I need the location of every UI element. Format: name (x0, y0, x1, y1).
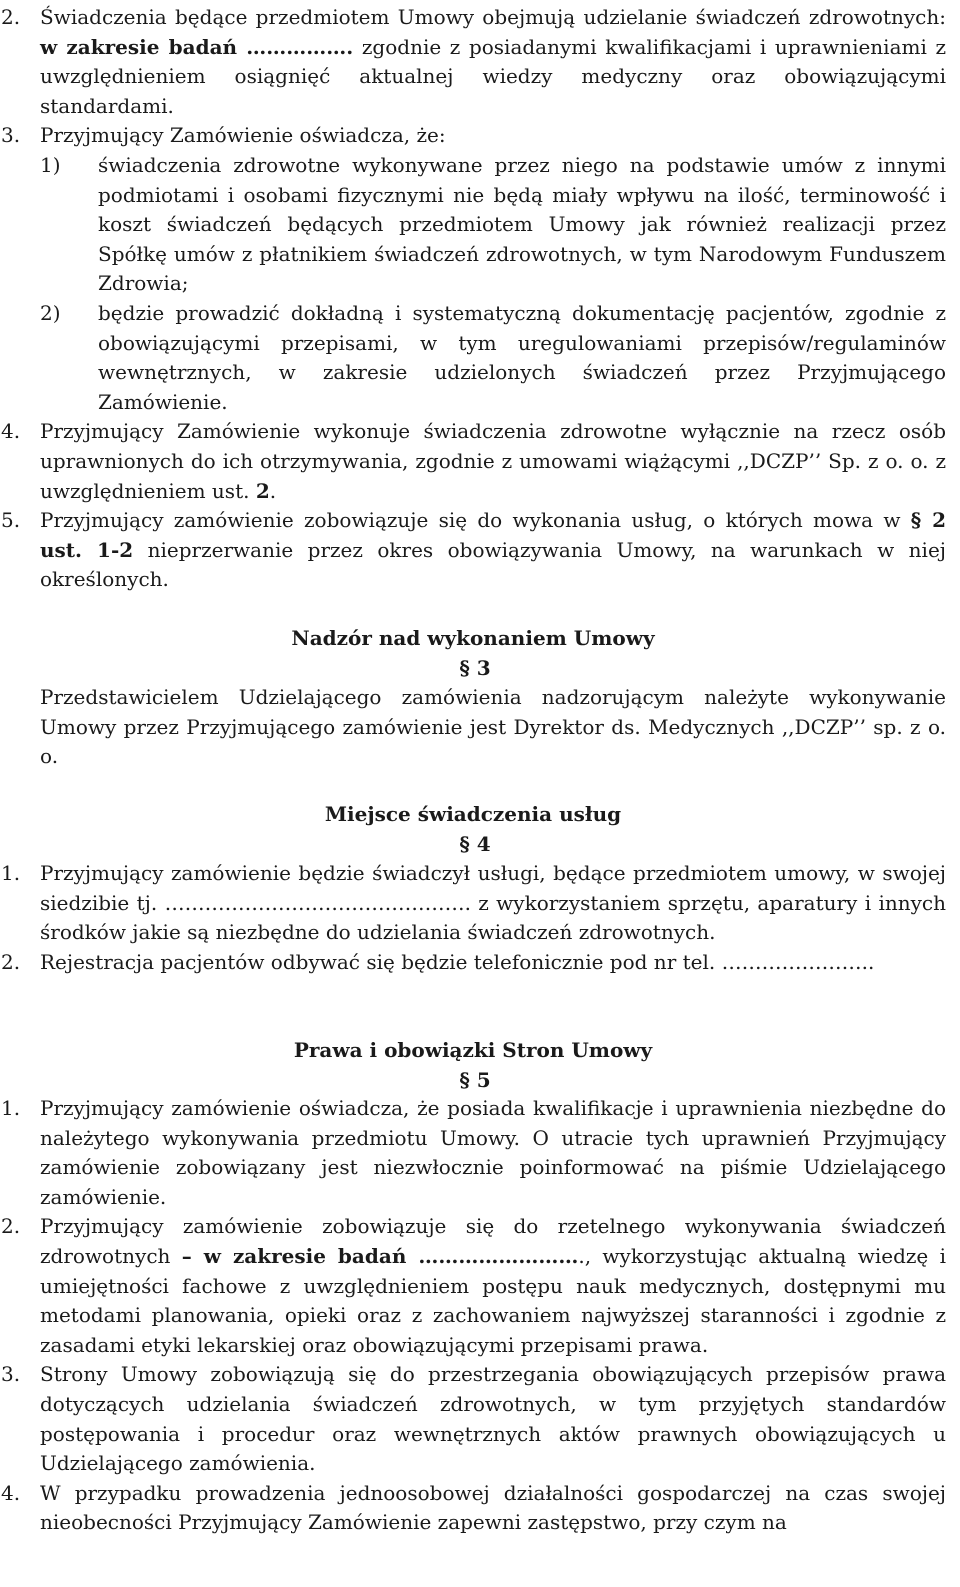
item-text: Przyjmujący Zamówienie oświadcza, że: (40, 123, 446, 148)
sub-item-text: świadczenia zdrowotne wykonywane przez niego na podstawie umów z innymi podmiotami i osobami fizycznymi nie będą miały wpływu na ilość, terminowość i koszt świadczeń będących przedmiotem Umowy jak również realizacji przez Spółkę umów z płatnikiem świadczeń zdrowotnych, w tym Narodowym Funduszem Zdrowia; (98, 152, 946, 296)
section-5-list (0, 1094, 946, 1538)
list-item (0, 948, 946, 978)
bold-scope: w zakresie badań ……………. (40, 34, 354, 59)
sub-list-item (0, 299, 946, 417)
item-number: 1. (1, 861, 21, 885)
section-symbol: § 3 (459, 655, 491, 680)
list-item (0, 3, 946, 121)
section-title: Prawa i obowiązki Stron Umowy (293, 1038, 653, 1062)
list-item (0, 859, 946, 948)
sub-item-number: 1) (40, 152, 61, 177)
list-item (0, 121, 946, 151)
list-item (0, 417, 946, 506)
section-title: Nadzór nad wykonaniem Umowy (291, 626, 655, 650)
section-4-list (0, 859, 946, 977)
item-number: 3. (1, 123, 21, 148)
item-text: Przyjmujący Zamówienie wykonuje świadczenia zdrowotne wyłącznie na rzecz osób uprawnionych do ich otrzymywania, zgodnie z umowami wiążącymi ,,DCZP’’ Sp. z o. o. z uwzględnieniem ust. 2. (40, 419, 946, 503)
list-item (0, 506, 946, 595)
item-text: Przyjmujący zamówienie oświadcza, że posiada kwalifikacje i uprawnienia niezbędne do należytego wykonywania przedmiotu Umowy. O utracie tych uprawnień Przyjmujący zamówienie zobowiązany jest niezwłocznie poinformować na piśmie Udzielającego zamówienie. (40, 1096, 946, 1209)
item-number: 4. (1, 419, 21, 444)
section-3-heading (0, 624, 946, 683)
item-text: Przyjmujący zamówienie zobowiązuje się do wykonania usług, o których mowa w § 2 ust. 1-2 nieprzerwanie przez okres obowiązywania Umowy, na warunkach w niej określonych. (40, 508, 946, 592)
item-number: 2. (1, 5, 21, 29)
section-title: Miejsce świadczenia usług (324, 802, 622, 826)
item-text: Przyjmujący zamówienie będzie świadczył usługi, będące przedmiotem umowy, w swojej siedzibie tj. ………………………………………. z wykorzystaniem sprzętu, aparatury i innych środków jakie są niezbędne do udzielania świadczeń zdrowotnych. (40, 861, 946, 945)
sub-list-item (0, 151, 946, 299)
sub-item-number: 2) (40, 300, 61, 325)
item-number: 2. (1, 1214, 21, 1239)
section-4-heading (0, 800, 946, 859)
item-number: 5. (1, 508, 21, 533)
list-item (0, 1212, 946, 1360)
item-text: Świadczenia będące przedmiotem Umowy obejmują udzielanie świadczeń zdrowotnych: w zakresie badań ……………. zgodnie z posiadanymi kwalifikacjami i uprawnieniami z uwzględnieniem osiągnięć aktualnej wiedzy medyczny oraz obowiązującymi standardami. (40, 5, 947, 118)
item-text: W przypadku prowadzenia jednoosobowej działalności gospodarczej na czas swojej nieobecności Przyjmujący Zamówienie zapewni zastępstwo, przy czym na (40, 1480, 946, 1535)
item-text: Strony Umowy zobowiązują się do przestrzegania obowiązujących przepisów prawa dotyczących udzielania świadczeń zdrowotnych, w tym przyjętych standardów postępowania i procedur oraz wewnętrznych aktów prawnych obowiązujących u Udzielającego zamówienia. (40, 1362, 946, 1476)
section-3-text: Przedstawicielem Udzielającego zamówienia nadzorującym należyte wykonywanie Umowy przez Przyjmującego zamówienie jest Dyrektor ds. Medycznych ,,DCZP’’ sp. z o. o. (40, 685, 946, 769)
item-number: 2. (1, 949, 21, 974)
item-number: 3. (1, 1362, 21, 1387)
list-item (0, 1479, 946, 1538)
item-text: Przyjmujący zamówienie zobowiązuje się do rzetelnego wykonywania świadczeń zdrowotnych – w zakresie badań ……………………., wykorzystując aktualną wiedzę i umiejętności fachowe z uwzględnieniem postępu nauk medycznych, dostępnymi mu metodami planowania, opieki oraz z zachowaniem najwyższej staranności i zgodnie z zasadami etyki lekarskiej oraz obowiązującymi przepisami prawa. (40, 1214, 947, 1357)
item-number: 1. (1, 1096, 21, 1120)
section-2-list (0, 3, 946, 595)
list-item (0, 1360, 946, 1478)
list-item (0, 1094, 946, 1212)
item-text: Rejestracja pacjentów odbywać się będzie telefonicznie pod nr tel. ………………….. (40, 949, 875, 974)
item-number: 4. (1, 1480, 21, 1505)
section-symbol: § 4 (459, 831, 491, 856)
bold-scope: – w zakresie badań …………………… (181, 1243, 579, 1268)
section-symbol: § 5 (459, 1067, 491, 1092)
sub-item-text: będzie prowadzić dokładną i systematyczną dokumentację pacjentów, zgodnie z obowiązującymi przepisami, w tym uregulowaniami przepisów/regulaminów wewnętrznych, w zakresie udzielonych świadczeń przez Przyjmującego Zamówienie. (98, 300, 946, 414)
section-reference: § 2 ust. 1-2 (40, 508, 946, 562)
section-5-heading (0, 1036, 946, 1095)
